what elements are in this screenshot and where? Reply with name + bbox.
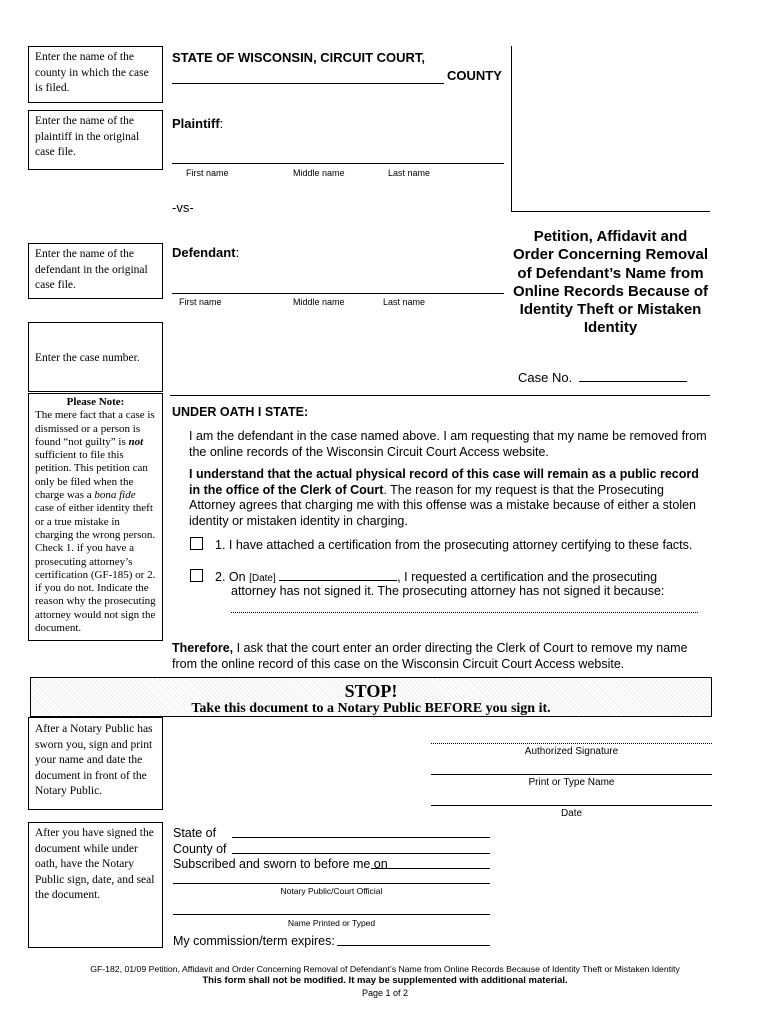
- title-rule: [511, 211, 710, 212]
- plaintiff-row: [172, 116, 223, 131]
- option-2-prefix: 2. On: [215, 570, 246, 584]
- section-rule: [170, 395, 710, 396]
- option-2-checkbox[interactable]: [190, 569, 203, 582]
- defendant-name-line[interactable]: [172, 293, 504, 294]
- please-note-box: [28, 393, 163, 641]
- stop-subtitle: Take this document to a Notary Public BEFORE you sign it.: [191, 701, 551, 716]
- plaintiff-label: Plaintiff: [172, 116, 220, 131]
- please-note-title: Please Note:: [66, 396, 125, 408]
- option-2-row: [190, 569, 657, 584]
- commission-label: My commission/term expires:: [173, 934, 335, 948]
- defendant-colon: :: [235, 245, 240, 260]
- header-divider: [511, 46, 512, 212]
- case-number-field[interactable]: [579, 370, 687, 382]
- reason-line[interactable]: [231, 612, 698, 613]
- option-1-checkbox[interactable]: [190, 537, 203, 550]
- case-number-row: [518, 370, 687, 385]
- case-number-instruction: Enter the case number.: [28, 322, 163, 392]
- subscribed-date-line[interactable]: [371, 868, 490, 869]
- plaintiff-middle-name: Middle name: [293, 168, 345, 178]
- authorized-signature-label: Authorized Signature: [524, 746, 619, 757]
- notary-instruction: After a Notary Public has sworn you, sign and print your name and date the document in front of the Notary Public.: [28, 717, 163, 810]
- please-note-body: The mere fact that a case is dismissed or a person is found “not guilty” is not sufficient to file this petition. This petition can only be filed when the charge was a bona fide case of either identity theft or a true mistake in charging the wrong person. Check 1. if you have a prosecuting attorney’s certification (GF-185) or 2. if you do not. Indicate the reason why the prosecuting attorney would not sign the document.: [35, 409, 156, 635]
- option-2-continued: attorney has not signed it. The prosecuting attorney has not signed it because:: [231, 584, 665, 598]
- stop-banner: [30, 677, 712, 717]
- date-label: Date: [560, 808, 583, 819]
- court-heading: STATE OF WISCONSIN, CIRCUIT COURT,: [172, 50, 426, 65]
- state-of-line[interactable]: [232, 837, 490, 838]
- record-statement: I understand that the actual physical record of this case will remain as a public record in the office of the Clerk of Court: [189, 467, 699, 497]
- commission-line[interactable]: [337, 945, 490, 946]
- state-of-label: State of: [173, 826, 217, 840]
- plaintiff-name-line[interactable]: [172, 163, 504, 164]
- county-instruction: Enter the name of the county in which the case is filed.: [28, 46, 163, 103]
- reason-statement: . The reason for my request is that the Prosecuting Attorney agrees that charging me with this offense was a mistake because of either a stolen identity or mistaken identity in charging.: [189, 482, 696, 528]
- signature-line[interactable]: [431, 743, 712, 744]
- therefore-text: I ask that the court enter an order directing the Clerk of Court to remove my name from the online record of this case on the Wisconsin Circuit Court Access website.: [172, 641, 688, 671]
- defendant-row: [172, 245, 239, 260]
- request-paragraph: I am the defendant in the case named above. I am requesting that my name be removed from the online records of the Wisconsin Circuit Court Access website.: [189, 429, 707, 459]
- notary-official-label: Notary Public/Court Official: [280, 886, 383, 896]
- county-of-label: County of: [173, 842, 227, 856]
- plaintiff-first-name: First name: [186, 168, 229, 178]
- plaintiff-last-name: Last name: [388, 168, 431, 178]
- option-2-date-field[interactable]: [279, 569, 397, 581]
- notary-signature-line[interactable]: [173, 883, 490, 884]
- therefore-paragraph: [172, 641, 712, 672]
- defendant-label: Defendant: [172, 245, 236, 260]
- form-footer: GF-182, 01/09 Petition, Affidavit and Order Concerning Removal of Defendant’s Name from Online Records Because of Identity Theft or Mistaken Identity: [90, 964, 680, 974]
- print-name-line[interactable]: [431, 774, 712, 775]
- defendant-middle-name: Middle name: [293, 297, 345, 307]
- option-1-text: 1. I have attached a certification from the prosecuting attorney certifying to these facts.: [215, 538, 693, 552]
- county-line[interactable]: [172, 83, 444, 84]
- plaintiff-colon: :: [219, 116, 224, 131]
- option-1-row: [190, 537, 692, 552]
- print-name-label: Print or Type Name: [528, 777, 615, 788]
- modification-notice: This form shall not be modified. It may be supplemented with additional material.: [202, 975, 568, 986]
- name-printed-label: Name Printed or Typed: [287, 918, 376, 928]
- stop-title: STOP!: [344, 681, 398, 701]
- option-2-text: , I requested a certification and the prosecuting: [397, 570, 658, 584]
- form-title: Petition, Affidavit and Order Concerning Removal of Defendant’s Name from Online Records Because of Identity Theft or Mistaken Identity: [512, 228, 709, 337]
- defendant-first-name: First name: [179, 297, 222, 307]
- case-number-label: Case No.: [518, 370, 573, 385]
- notary-name-line[interactable]: [173, 914, 490, 915]
- versus: -vs-: [172, 200, 194, 215]
- county-of-line[interactable]: [232, 853, 490, 854]
- county-label: COUNTY: [447, 68, 502, 83]
- option-2-date-label: [Date]: [249, 573, 276, 584]
- after-signed-instruction: After you have signed the document while under oath, have the Notary Public sign, date, and seal the document.: [28, 822, 163, 948]
- page-number: Page 1 of 2: [361, 988, 409, 998]
- defendant-last-name: Last name: [383, 297, 426, 307]
- date-line[interactable]: [431, 805, 712, 806]
- plaintiff-instruction: Enter the name of the plaintiff in the original case file.: [28, 110, 163, 170]
- reason-paragraph: [189, 467, 710, 529]
- oath-heading: UNDER OATH I STATE:: [172, 405, 309, 419]
- therefore-label: Therefore,: [172, 641, 234, 655]
- subscribed-label: Subscribed and sworn to before me on: [173, 857, 388, 871]
- defendant-instruction: Enter the name of the defendant in the original case file.: [28, 243, 163, 299]
